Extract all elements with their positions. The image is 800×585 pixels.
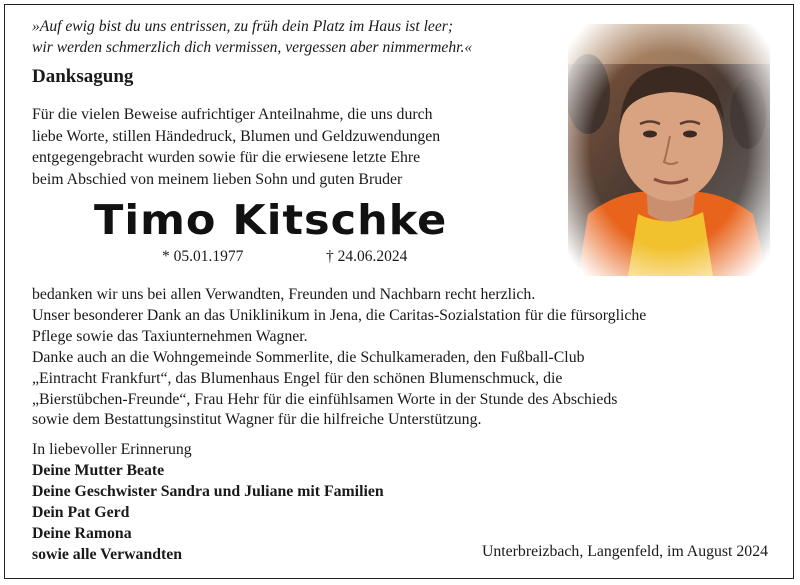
memorial-quote	[32, 16, 592, 58]
intro-line: liebe Worte, stillen Händedruck, Blumen und Geldzuwendungen	[32, 127, 441, 145]
portrait-photo	[568, 24, 770, 276]
portrait-illustration	[568, 24, 770, 276]
mourner-name: Deine Ramona	[32, 525, 132, 542]
intro-line: beim Abschied von meinem lieben Sohn und guten Bruder	[32, 170, 403, 188]
thanks-line: „Bierstübchen-Freunde“, Frau Hehr für die einfühlsamen Worte in der Stunde des Abschieds	[32, 390, 618, 408]
mourner-name: Dein Pat Gerd	[32, 504, 130, 521]
heading-danksagung: Danksagung	[32, 66, 134, 87]
mourner-name: Deine Geschwister Sandra und Juliane mit Familien	[32, 483, 384, 500]
thanks-line: Unser besonderer Dank an das Uniklinikum in Jena, die Caritas-Sozialstation für die fürsorgliche	[32, 306, 647, 324]
death-date: † 24.06.2024	[326, 248, 408, 265]
intro-line: Für die vielen Beweise aufrichtiger Anteilnahme, die uns durch	[32, 106, 433, 123]
thanks-line: „Eintracht Frankfurt“, das Blumenhaus Engel für den schönen Blumenschmuck, die	[32, 369, 563, 387]
place-and-date: Unterbreizbach, Langenfeld, im August 2024	[481, 543, 768, 560]
quote-line: wir werden schmerzlich dich vermissen, vergessen aber nimmermehr.«	[32, 39, 473, 56]
closing-signatures	[32, 439, 384, 565]
thanks-line: Pflege sowie das Taxiunternehmen Wagner.	[32, 327, 308, 345]
closing-intro: In liebevoller Erinnerung	[32, 441, 192, 458]
mourner-name: sowie alle Verwandten	[32, 546, 183, 563]
intro-text	[32, 104, 572, 190]
intro-line: entgegengebracht wurden sowie für die erwiesene letzte Ehre	[32, 149, 421, 166]
mourner-name: Deine Mutter Beate	[32, 462, 165, 479]
thanks-line: Danke auch an die Wohngemeinde Sommerlite, die Schulkameraden, den Fußball-Club	[32, 348, 585, 366]
quote-line: »Auf ewig bist du uns entrissen, zu früh dein Platz im Haus ist leer;	[32, 18, 454, 35]
thanks-line: sowie dem Bestattungsinstitut Wagner für die hilfreiche Unterstützung.	[32, 411, 482, 429]
deceased-name: Timo Kitschke	[94, 197, 448, 245]
thanks-text	[32, 285, 777, 431]
thanks-line: bedanken wir uns bei allen Verwandten, Freunden und Nachbarn recht herzlich.	[32, 286, 536, 303]
birth-date: * 05.01.1977	[162, 248, 244, 265]
